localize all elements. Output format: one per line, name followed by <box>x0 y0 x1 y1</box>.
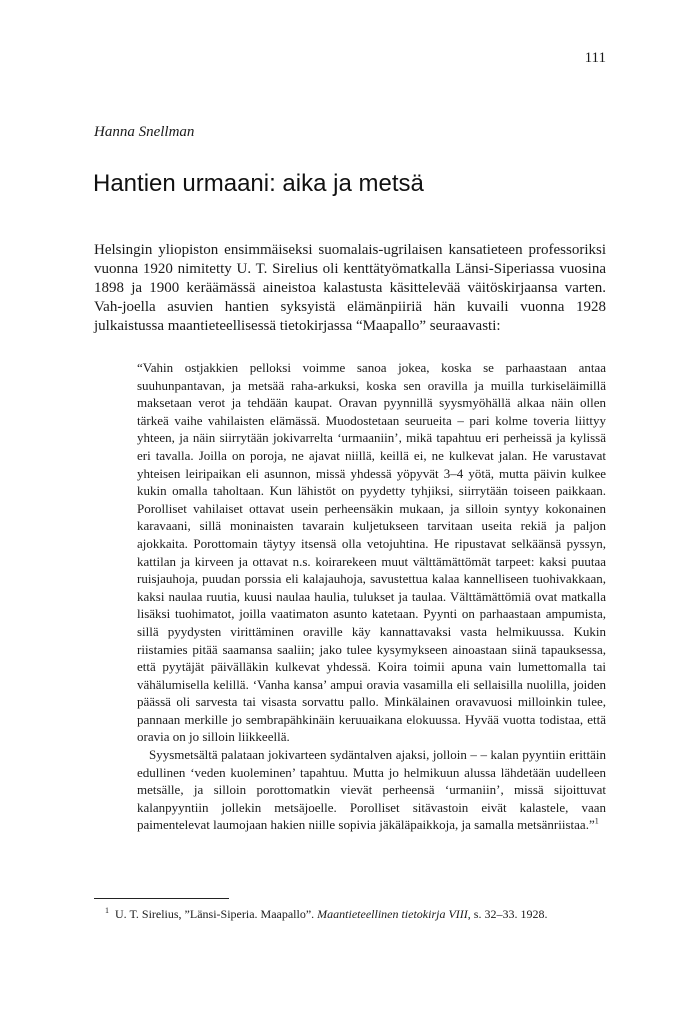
footnote-citation: U. T. Sirelius, ”Länsi-Siperia. Maapallo”. <box>115 907 318 921</box>
quote-paragraph-1: “Vahin ostjakkien pelloksi voimme sanoa jokea, koska se parhaastaan antaa suuhunpantavan, ja metsää raha-arkuksi, koska sen oravilla ja muilla turkiseläimillä maksetaan verot ja tehdään kaupat. Oravan pyynnillä syysmyöhällä alkaa näin ollen tärkeä vaihe vahilaisten elämässä. Muodostetaan seurueita – pari kolme toveria liittyy yhteen, ja näin siirrytään jokivarrelta ‘urmaaniin’, mikä tapahtuu eri perheissä ja kylissä eri tavalla. Joilla on poroja, ne ajavat niillä, keillä ei, ne kulkevat jalan. He varustavat yhteisen leiripaikan eli asunnon, missä yhdessä yöpyvät 3–4 yötä, mutta päivin kulkee kukin omalla taholtaan. Kun lähistöt on pyydetty tyhjiksi, siirrytään toiseen paikkaan. Porolliset vahilaiset ottavat usein perheensäkin mukaan, ja silloin syntyy kokonainen karavaani, sillä moninaisten tavarain kuljetukseen tarvitaan useita rekiä ja paljon ajokkaita. Porottomain täytyy itsensä olla vetojuhtina. He ripustavat selkäänsä pyssyn, kattilan ja kirveen ja ottavat n.s. koirarekeen muut välttämättömät tarpeet: kaksi puutaa ruisjauhoja, puudan porssia eli kalajauhoja, savustettua kalaa kannelliseen tuohivakkaan, kaksi naulaa ruutia, kuusi naulaa haulia, tulukset ja taulaa. Välttämättömiä ovat matkalla lisäksi tuohimatot, joilla vaatimaton asunto katetaan. Pyynti on parhaastaan ampumista, sillä pyydysten virittäminen oraville käy kannattavaksi vasta helmikuussa. Kukin riistamies pitää saamansa saaliin; jako tulee kysymykseen ainoastaan siinä tapauksessa, että pyytäjät päivälläkin kulkevat yhdessä. Koira toimii apuna vain lumettomalla tai vähälumisella kelillä. ‘Vanha kansa’ ampui oravia vasamilla eli sellaisilla nuolilla, joiden päässä oli sarvesta tai visasta sorvattu pallo. Minkälainen oravavuosi milloinkin tulee, pannaan merkille jo sembrapähkinäin keruuaikana elokuussa. Hyvää vuotta todistaa, että oravia on jo silloin liikkeellä. <box>137 360 606 745</box>
quote-paragraph-2-text: Syysmetsältä palataan jokivarteen sydäntalven ajaksi, jolloin – – kalan pyyntiin erittäin edullinen ‘veden kuoleminen’ tapahtuu. Mutta jo helmikuun alussa lähdetään uudelleen metsälle, ja silloin porottomatkin vievät perheensä ‘urmaniin’, missä sijoittuvat kalanpyyntiin jollekin metsäjoelle. Porolliset sitävastoin eivät kalastele, vaan paimentelevat laumojaan hakien niille sopivia jäkäläpaikkoja, ja samalla metsänriistaa.” <box>137 747 606 833</box>
footnote-divider <box>94 898 229 899</box>
quote-paragraph-2 <box>137 746 606 834</box>
footnote-reference[interactable]: 1 <box>594 817 599 827</box>
article-title: Hantien urmaani: aika ja metsä <box>93 170 424 197</box>
footnote-pages: , s. 32–33. 1928. <box>467 907 548 921</box>
author-name: Hanna Snellman <box>94 124 195 140</box>
block-quote <box>137 359 606 834</box>
intro-paragraph: Helsingin yliopiston ensimmäiseksi suomalais-ugrilaisen kansatieteen professoriksi vuonna 1920 nimitetty U. T. Sirelius oli kenttätyömatkalla Länsi-Siperiassa vuosina 1898 ja 1900 keräämässä aineistoa kalastusta käsittelevää väitöskirjaansa varten. Vah-joella asuvien hantien syksyistä elämänpiiriä hän kuvaili vuonna 1928 julkaistussa maantieteellisessä tietokirjassa “Maapallo” seuraavasti: <box>94 242 606 334</box>
footnote-marker: 1 <box>105 906 109 915</box>
footnote <box>105 906 606 922</box>
page-number: 111 <box>584 50 606 66</box>
footnote-source-title: Maantieteellinen tietokirja VIII <box>317 907 468 921</box>
